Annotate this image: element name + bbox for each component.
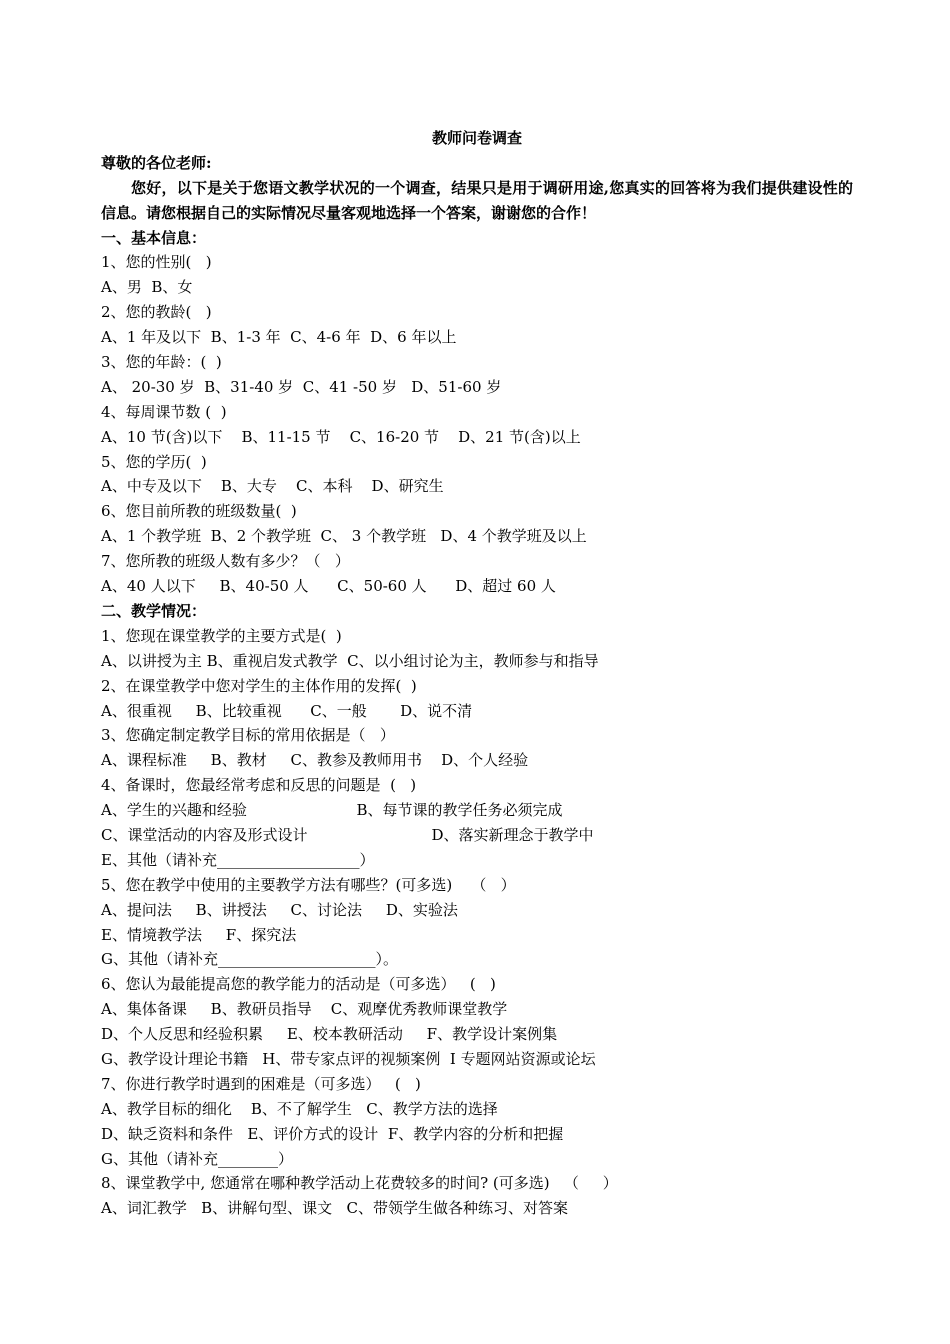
questionnaire-page bbox=[101, 126, 853, 1221]
question-line: A、学生的兴趣和经验 B、每节课的教学任务必须完成 bbox=[101, 801, 563, 820]
question-line: D、缺乏资料和条件 E、评价方式的设计 F、教学内容的分析和把握 bbox=[101, 1124, 564, 1143]
section-basic-info bbox=[101, 250, 853, 598]
question-line: A、课程标准 B、教材 C、教参及教师用书 D、个人经验 bbox=[101, 751, 529, 770]
section-heading-basic-info: 一、基本信息： bbox=[101, 228, 207, 247]
question-line: A、以讲授为主 B、重视启发式教学 C、以小组讨论为主，教师参与和指导 bbox=[101, 651, 599, 670]
question-line: 4、备课时，您最经常考虑和反思的问题是 ( ) bbox=[101, 776, 417, 795]
question-line: A、1 年及以下 B、1-3 年 C、4-6 年 D、6 年以上 bbox=[101, 328, 457, 347]
question-line: A、词汇教学 B、讲解句型、课文 C、带领学生做各种练习、对答案 bbox=[101, 1199, 568, 1218]
question-line: 5、您的学历( ) bbox=[101, 452, 207, 471]
question-line: G、其他（请补充_____________________）。 bbox=[101, 950, 398, 969]
question-line: 2、在课堂教学中您对学生的主体作用的发挥( ) bbox=[101, 676, 417, 695]
question-line: A、很重视 B、比较重视 C、一般 D、说不清 bbox=[101, 701, 473, 720]
question-line: A、集体备课 B、教研员指导 C、观摩优秀教师课堂教学 bbox=[101, 1000, 508, 1019]
question-line: A、男 B、女 bbox=[101, 278, 193, 297]
greeting: 尊敬的各位老师: bbox=[101, 153, 212, 172]
question-line: 3、您确定制定教学目标的常用依据是（ ） bbox=[101, 726, 395, 745]
section-heading-teaching: 二、教学情况： bbox=[101, 601, 207, 620]
intro-paragraph: 您好，以下是关于您语文教学状况的一个调查，结果只是用于调研用途,您真实的回答将为我们提供建设性的信息。请您根据自己的实际情况尽量客观地选择一个答案，谢谢您的合作！ bbox=[101, 178, 853, 222]
question-line: 1、您现在课堂教学的主要方式是( ) bbox=[101, 626, 342, 645]
question-line: 6、您认为最能提高您的教学能力的活动是（可多选） ( ) bbox=[101, 975, 496, 994]
question-line: G、其他（请补充________） bbox=[101, 1149, 293, 1168]
question-line: 7、你进行教学时遇到的困难是（可多选） ( ) bbox=[101, 1074, 421, 1093]
question-line: G、教学设计理论书籍 H、带专家点评的视频案例 I 专题网站资源或论坛 bbox=[101, 1049, 596, 1068]
section-teaching bbox=[101, 624, 853, 1221]
question-line: 6、您目前所教的班级数量( ) bbox=[101, 502, 297, 521]
question-line: D、个人反思和经验积累 E、校本教研活动 F、教学设计案例集 bbox=[101, 1025, 558, 1044]
question-line: A、提问法 B、讲授法 C、讨论法 D、实验法 bbox=[101, 900, 458, 919]
question-line: E、其他（请补充___________________） bbox=[101, 850, 375, 869]
question-line: A、教学目标的细化 B、不了解学生 C、教学方法的选择 bbox=[101, 1099, 498, 1118]
question-line: 7、您所教的班级人数有多少？（ ） bbox=[101, 552, 350, 571]
question-line: 2、您的教龄( ) bbox=[101, 303, 212, 322]
question-line: A、中专及以下 B、大专 C、本科 D、研究生 bbox=[101, 477, 444, 496]
question-line: 3、您的年龄：( ) bbox=[101, 353, 222, 372]
question-line: 8、课堂教学中, 您通常在哪种教学活动上花费较多的时间? (可多选) （ ） bbox=[101, 1174, 618, 1193]
question-line: A、10 节(含)以下 B、11-15 节 C、16-20 节 D、21 节(含)以上 bbox=[101, 427, 581, 446]
question-line: A、40 人以下 B、40-50 人 C、50-60 人 D、超过 60 人 bbox=[101, 577, 556, 596]
question-line: A、1 个教学班 B、2 个教学班 C、 3 个教学班 D、4 个教学班及以上 bbox=[101, 527, 587, 546]
question-line: A、 20-30 岁 B、31-40 岁 C、41 -50 岁 D、51-60 岁 bbox=[101, 377, 502, 396]
question-line: E、情境教学法 F、探究法 bbox=[101, 925, 297, 944]
question-line: 4、每周课节数 ( ) bbox=[101, 402, 227, 421]
document-title: 教师问卷调查 bbox=[431, 129, 522, 147]
question-line: 5、您在教学中使用的主要教学方法有哪些？(可多选) （ ） bbox=[101, 875, 516, 894]
question-line: C、课堂活动的内容及形式设计 D、落实新理念于教学中 bbox=[101, 825, 594, 844]
question-line: 1、您的性别( ) bbox=[101, 253, 212, 272]
intro-block bbox=[101, 176, 853, 226]
